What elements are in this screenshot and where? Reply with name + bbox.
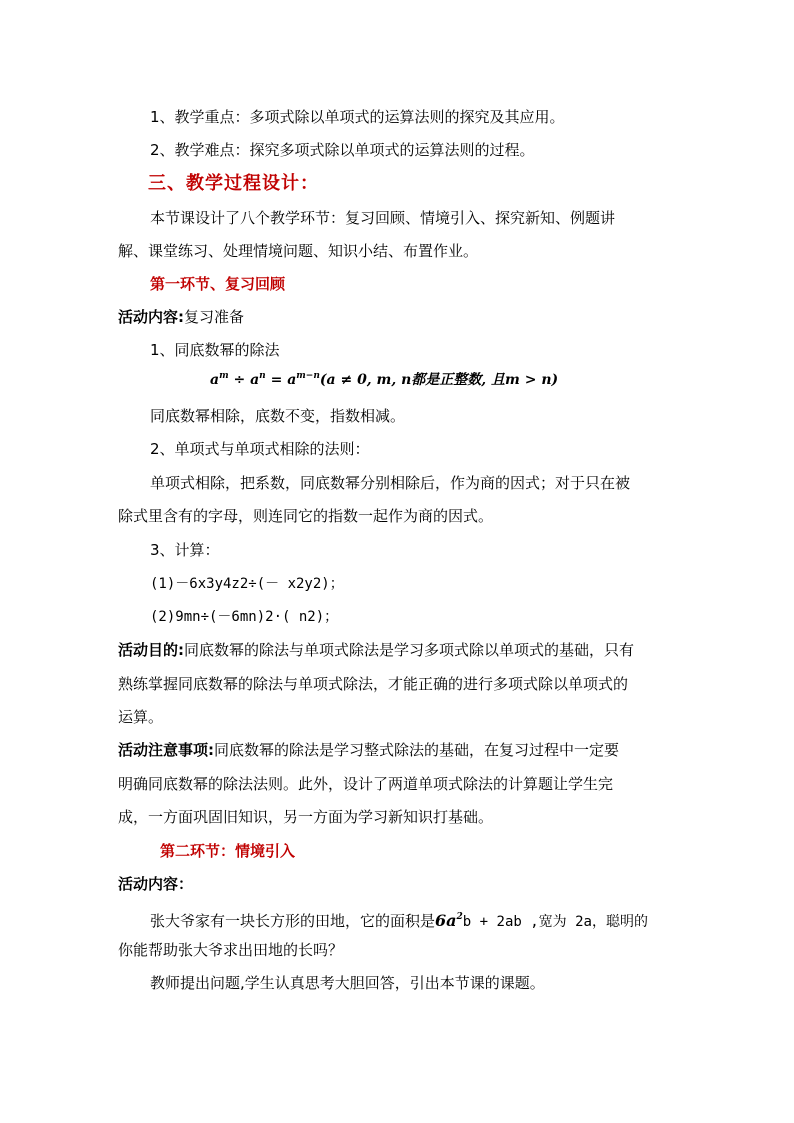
teaching-key-point: 1、教学重点：多项式除以单项式的运算法则的探究及其应用。: [150, 108, 565, 126]
calc-1: (1)－6x3y4z2÷(－ x2y2)；: [150, 576, 344, 592]
activity-content-2-label: 活动内容：: [118, 875, 194, 893]
section-title-teaching-process: 三、教学过程设计：: [148, 173, 319, 194]
intro-paragraph-line: 本节课设计了八个教学环节：复习回顾、情境引入、探究新知、例题讲: [150, 209, 616, 227]
teaching-difficulty: 2、教学难点：探究多项式除以单项式的运算法则的过程。: [150, 141, 535, 159]
activity-content-text: 复习准备: [184, 308, 245, 326]
area-expression: $6a^2$: [435, 911, 463, 930]
activity-notes-label: 活动注意事项:: [118, 741, 214, 759]
stage-1-title: 第一环节、复习回顾: [150, 275, 286, 293]
activity-goal-line: 熟练掌握同底数幂的除法与单项式除法，才能正确的进行多项式除以单项式的: [118, 675, 629, 693]
item-1: 1、同底数幂的除法: [150, 341, 280, 359]
rule-2-line: 除式里含有的字母，则连同它的指数一起作为商的因式。: [118, 507, 494, 525]
stage-2-title: 第二环节：情境引入: [160, 842, 296, 860]
rule-2-line: 单项式相除，把系数，同底数幂分别相除后，作为商的因式；对于只在被: [150, 474, 631, 492]
activity-notes-text: 同底数幂的除法是学习整式除法的基础，在复习过程中一定要: [214, 741, 620, 759]
item-3: 3、计算：: [150, 541, 220, 559]
teacher-line: 教师提出问题,学生认真思考大胆回答，引出本节课的课题。: [150, 974, 545, 992]
activity-notes-line: 成，一方面巩固旧知识，另一方面为学习新知识打基础。: [118, 808, 494, 826]
item-2: 2、单项式与单项式相除的法则：: [150, 440, 370, 458]
formula-condition: (a ≠ 0, m, n都是正整数, 且m > n): [319, 372, 559, 388]
intro-paragraph-line: 解、课堂练习、处理情境问题、知识小结、布置作业。: [118, 242, 479, 260]
rule-1: 同底数幂相除，底数不变，指数相减。: [150, 407, 406, 425]
story-line: 张大爷家有一块长方形的田地，它的面积是$6a^2b + 2ab$ ,宽为 2a，聪明的: [150, 911, 648, 930]
activity-goal-line: 运算。: [118, 708, 164, 726]
story-line: 你能帮助张大爷求出田地的长吗？: [118, 941, 344, 959]
activity-content-row: [118, 307, 244, 327]
activity-content-label: 活动内容:: [118, 308, 184, 326]
activity-goal-row: [118, 640, 634, 660]
calc-2: (2)9mn÷(－6mn)2·( n2)；: [150, 609, 339, 625]
activity-notes-row: [118, 740, 619, 760]
activity-goal-text: 同底数幂的除法与单项式除法是学习多项式除以单项式的基础，只有: [184, 641, 635, 659]
activity-goal-label: 活动目的:: [118, 641, 184, 659]
activity-notes-line: 明确同底数幂的除法法则。此外，设计了两道单项式除法的计算题让学生完: [118, 775, 614, 793]
division-formula: $a^m \div a^n = a^{m-n}(a \ne 0$, m, n都是正整数, 且m > n): [210, 371, 559, 388]
